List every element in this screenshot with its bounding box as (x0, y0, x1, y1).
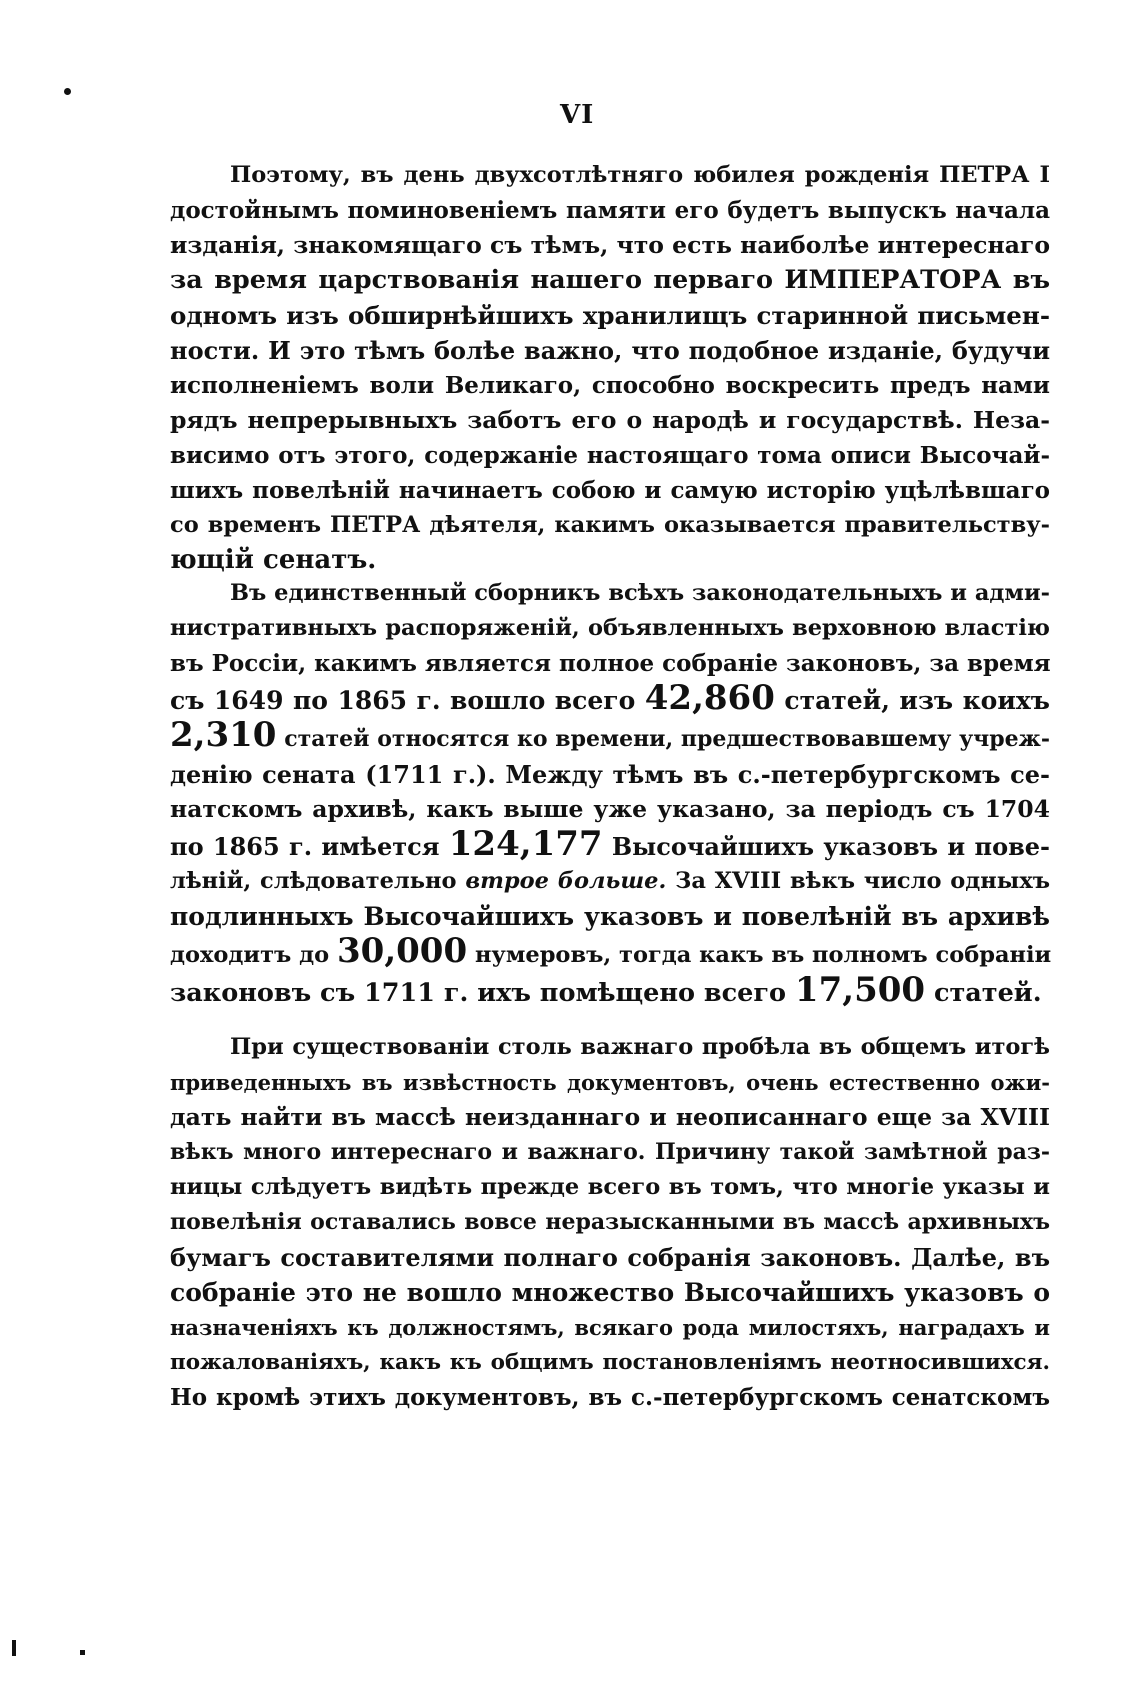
text-line: вѣкъ много интереснаго и важнаго. Причину такой замѣтной раз- (170, 1139, 1050, 1165)
paragraph-1 (170, 158, 1050, 578)
text-segment: лѣній, слѣдовательно (170, 868, 457, 894)
text-line (170, 970, 1050, 1011)
scan-speck (80, 1650, 85, 1655)
scan-speck (12, 1640, 16, 1656)
page-number: VI (560, 100, 595, 130)
italic-emphasis: втрое больше. (465, 868, 667, 894)
text-line (170, 864, 1050, 899)
text-line: за время царствованія нашего перваго ИМПЕРАТОРА въ (170, 265, 1050, 295)
text-line: ницы слѣдуетъ видѣть прежде всего въ томъ, что многіе указы и (170, 1174, 1050, 1200)
highlighted-number: 2,310 (170, 715, 277, 755)
text-line: собраніе это не вошло множество Высочайшихъ указовъ о (170, 1278, 1050, 1307)
text-line: достойнымъ поминовеніемъ памяти его будетъ выпускъ начала (170, 197, 1050, 224)
text-line: дать найти въ массѣ неизданнаго и неописаннаго еще за XVIII (170, 1103, 1050, 1131)
text-line: шихъ повелѣній начинаетъ собою и самую исторію уцѣлѣвшаго (170, 477, 1050, 504)
text-line: исполненіемъ воли Великаго, способно воскресить предъ нами (170, 372, 1050, 399)
highlighted-number: 17,500 (794, 970, 926, 1010)
text-line: бумагъ составителями полнаго собранія законовъ. Далѣе, въ (170, 1243, 1050, 1272)
text-line: Но кромѣ этихъ документовъ, въ с.-петербургскомъ сенатскомъ (170, 1384, 1050, 1411)
highlighted-number: 42,860 (644, 678, 775, 718)
text-segment: нумеровъ, тогда какъ въ полномъ собраніи (474, 942, 1052, 968)
text-segment: по 1865 г. имѣется (170, 832, 440, 861)
text-segment: За XVIII вѣкъ число одныхъ (675, 868, 1050, 894)
text-line: приведенныхъ въ извѣстность документовъ, очень естественно ожи- (170, 1070, 1050, 1095)
text-segment: статей относятся ко времени, предшествовавшему учреж- (284, 726, 1050, 752)
paragraph-3 (170, 1030, 1050, 1415)
text-line (170, 715, 1050, 757)
text-line: Въ единственный сборникъ всѣхъ законодательныхъ и адми- (230, 580, 1050, 606)
text-line: повелѣнія оставались вовсе неразысканными въ массѣ архивныхъ (170, 1209, 1050, 1235)
paragraph-2 (170, 576, 1050, 1011)
text-line: рядъ непрерывныхъ заботъ его о народѣ и государствѣ. Неза- (170, 406, 1050, 434)
text-segment: законовъ съ 1711 г. ихъ помѣщено всего (170, 978, 787, 1008)
text-segment: доходитъ до (170, 942, 330, 968)
highlighted-number: 124,177 (448, 824, 603, 864)
text-line: назначеніяхъ къ должностямъ, всякаго рода милостяхъ, наградахъ и (170, 1315, 1050, 1340)
text-line: въ Россіи, какимъ является полное собраніе законовъ, за время (170, 650, 1051, 677)
text-line: изданія, знакомящаго съ тѣмъ, что есть наиболѣе интереснаго (170, 231, 1050, 259)
text-line: денію сената (1711 г.). Между тѣмъ въ с.-петербургскомъ се- (170, 760, 1050, 789)
text-segment: статей. (933, 978, 1042, 1008)
text-line: висимо отъ этого, содержаніе настоящаго тома описи Высочай- (170, 442, 1050, 469)
text-line: Поэтому, въ день двухсотлѣтняго юбилея рожденія ПЕТРА I (230, 162, 1050, 188)
text-line: нистративныхъ распоряженій, объявленныхъ верховною властію (170, 615, 1050, 641)
text-line: со временъ ПЕТРА дѣятеля, какимъ оказывается правительству- (170, 512, 1050, 538)
text-line: подлинныхъ Высочайшихъ указовъ и повелѣній въ архивѣ (170, 902, 1050, 931)
text-segment: съ 1649 по 1865 г. вошло всего (170, 686, 636, 715)
text-segment: статей, изъ коихъ (784, 686, 1050, 715)
text-line: При существованіи столь важнаго пробѣла въ общемъ итогѣ (230, 1034, 1050, 1060)
text-line (170, 931, 1052, 973)
text-line: ности. И это тѣмъ болѣе важно, что подобное изданіе, будучи (170, 336, 1050, 365)
highlighted-number: 30,000 (337, 931, 468, 971)
text-line: ющій сенатъ. (170, 545, 377, 575)
text-line: одномъ изъ обширнѣйшихъ хранилищъ старинной письмен- (170, 301, 1050, 330)
text-line (170, 678, 1050, 718)
text-line (170, 824, 1050, 864)
text-segment: Высочайшихъ указовъ и пове- (611, 832, 1050, 861)
text-line: пожалованіяхъ, какъ къ общимъ постановленіямъ неотносившихся. (170, 1350, 1050, 1375)
scan-speck (64, 88, 71, 95)
text-line: натскомъ архивѣ, какъ выше уже указано, за періодъ съ 1704 (170, 795, 1050, 823)
